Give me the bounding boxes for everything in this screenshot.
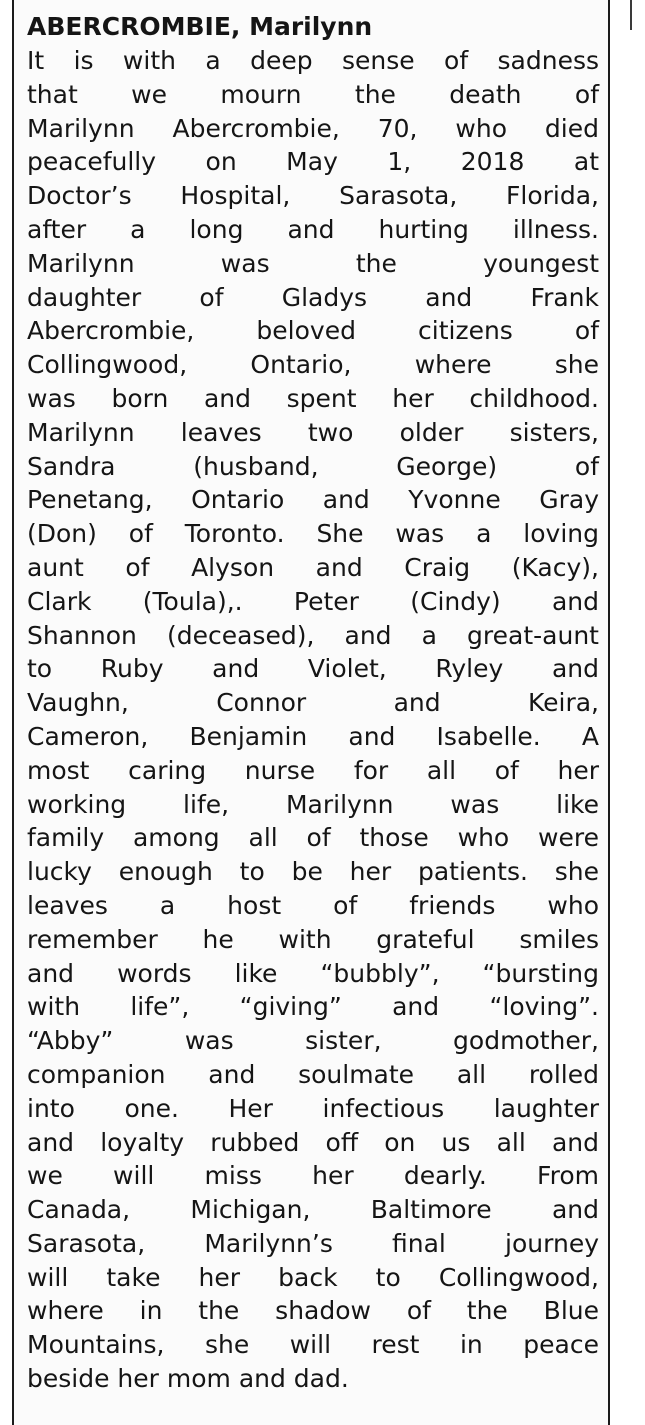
obituary-line: Doctor’s Hospital, Sarasota, Florida, [27, 181, 599, 211]
obituary-line: Sarasota, Marilynn’s final journey [27, 1228, 599, 1258]
obituary-line: leaves a host of friends who [27, 890, 599, 920]
obituary-line: Shannon (deceased), and a great-aunt [27, 620, 599, 650]
obituary-line: Sandra (husband, George) of [27, 451, 599, 481]
obituary-line: peacefully on May 1, 2018 at [27, 147, 599, 177]
obituary-line: Mountains, she will rest in peace [27, 1330, 599, 1360]
scan-edge-mark [630, 0, 632, 30]
obituary-line: lucky enough to be her patients. she [27, 857, 599, 887]
obituary-line: after a long and hurting illness. [27, 214, 599, 244]
obituary-notice [27, 10, 599, 1396]
obituary-line: we will miss her dearly. From [27, 1161, 599, 1191]
obituary-line: Penetang, Ontario and Yvonne Gray [27, 485, 599, 515]
obituary-line: most caring nurse for all of her [27, 755, 599, 785]
obituary-line: working life, Marilynn was like [27, 789, 599, 819]
obituary-line: Cameron, Benjamin and Isabelle. A [27, 721, 599, 751]
obituary-line: family among all of those who were [27, 823, 599, 853]
obituary-line: remember he with grateful smiles [27, 924, 599, 954]
obituary-line: “Abby” was sister, godmother, [27, 1026, 599, 1056]
obituary-line: Abercrombie, beloved citizens of [27, 316, 599, 346]
obituary-line: that we mourn the death of [27, 79, 599, 109]
obituary-line: into one. Her infectious laughter [27, 1093, 599, 1123]
obituary-line: will take her back to Collingwood, [27, 1262, 599, 1292]
obituary-line: where in the shadow of the Blue [27, 1296, 599, 1326]
obituary-heading: ABERCROMBIE, Marilynn [27, 12, 373, 41]
obituary-line: daughter of Gladys and Frank [27, 282, 599, 312]
obituary-line: Canada, Michigan, Baltimore and [27, 1195, 599, 1225]
obituary-line: beside her mom and dad. [27, 1364, 349, 1394]
obituary-line: Marilynn Abercrombie, 70, who died [27, 113, 599, 143]
obituary-line: was born and spent her childhood. [27, 383, 599, 413]
obituary-line: Collingwood, Ontario, where she [27, 350, 599, 380]
obituary-line: Vaughn, Connor and Keira, [27, 688, 599, 718]
obituary-line: with life”, “giving” and “loving”. [27, 992, 599, 1022]
obituary-line: to Ruby and Violet, Ryley and [27, 654, 599, 684]
obituary-line: aunt of Alyson and Craig (Kacy), [27, 552, 599, 582]
obituary-line: Clark (Toula),. Peter (Cindy) and [27, 586, 599, 616]
obituary-line: (Don) of Toronto. She was a loving [27, 519, 599, 549]
obituary-line: Marilynn was the youngest [27, 248, 599, 278]
obituary-body [27, 44, 599, 1396]
obituary-line: companion and soulmate all rolled [27, 1059, 599, 1089]
obituary-line: and loyalty rubbed off on us all and [27, 1127, 599, 1157]
obituary-line: It is with a deep sense of sadness [27, 46, 599, 75]
obituary-line: Marilynn leaves two older sisters, [27, 417, 599, 447]
obituary-line: and words like “bubbly”, “bursting [27, 958, 599, 988]
